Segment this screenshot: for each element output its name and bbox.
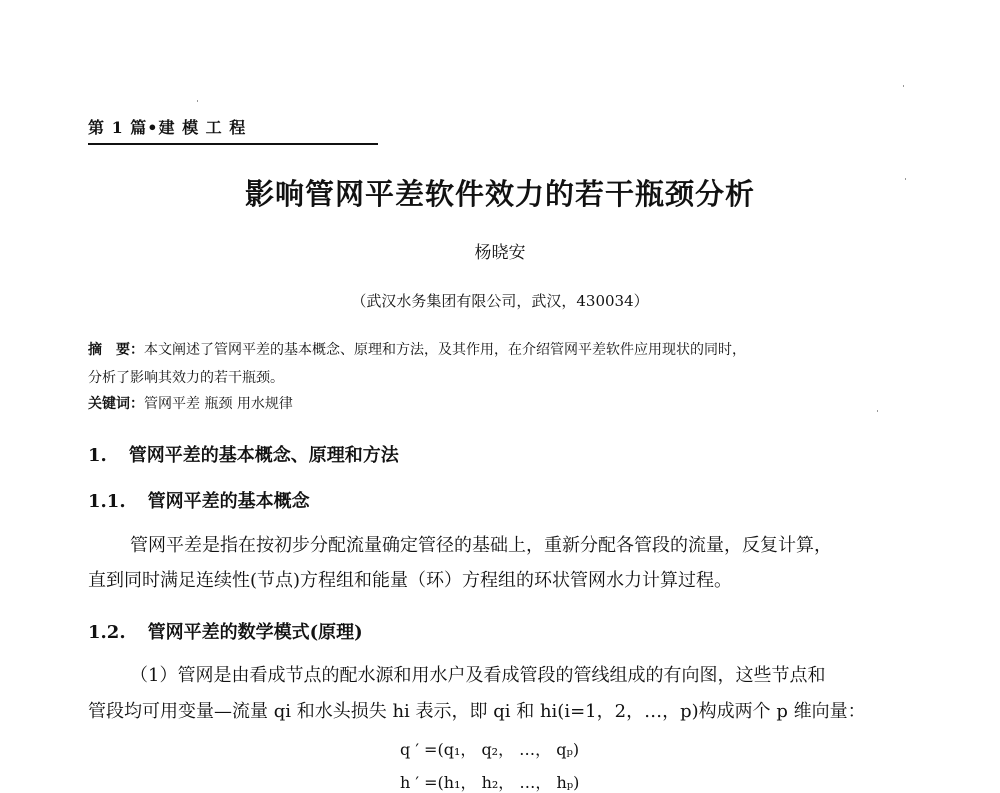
paper-title: 影响管网平差软件效力的若干瓶颈分析 — [244, 177, 755, 211]
section-1-1-heading — [88, 487, 310, 513]
scan-speck — [903, 85, 904, 87]
abstract-line-2: 分析了影响其效力的若干瓶颈。 — [88, 370, 284, 386]
scan-speck — [877, 410, 878, 412]
keywords-label: 关键词： — [88, 396, 144, 412]
paragraph-1-line-1: 管网平差是指在按初步分配流量确定管径的基础上，重新分配各管段的流量，反复计算， — [130, 535, 832, 556]
abstract-text-1: 本文阐述了管网平差的基本概念、原理和方法，及其作用，在介绍管网平差软件应用现状的同时， — [144, 342, 746, 358]
section-1-1-title: 管网平差的基本概念 — [147, 491, 310, 512]
equation-h-vector: h ′ =(h₁， h₂， …， hₚ) — [400, 773, 580, 792]
section-1-title: 管网平差的基本概念、原理和方法 — [128, 445, 399, 466]
equation-q-vector: q ′ =(q₁， q₂， …， qₚ) — [400, 740, 580, 759]
keywords-line — [88, 393, 293, 413]
affiliation: （武汉水务集团有限公司，武汉，430034） — [351, 292, 649, 310]
section-1-number: 1. — [88, 445, 107, 466]
header-rule — [88, 143, 378, 145]
section-1-1-number: 1.1. — [88, 491, 126, 512]
author-name: 杨晓安 — [474, 243, 526, 263]
paragraph-2-line-2: 管段均可用变量—流量 qi 和水头损失 hi 表示，即 qi 和 hi(i=1，2，…，p)构成两个 p 维向量： — [88, 701, 866, 722]
paragraph-1-line-2: 直到同时满足连续性(节点)方程组和能量（环）方程组的环状管网水力计算过程。 — [88, 570, 733, 591]
abstract-label: 摘 要： — [88, 342, 144, 358]
scan-speck — [197, 100, 198, 102]
scan-speck — [905, 178, 906, 180]
keywords-text: 管网平差 瓶颈 用水规律 — [144, 396, 293, 412]
section-1-2-number: 1.2. — [88, 622, 126, 643]
series-header: 第 1 篇•建 模 工 程 — [88, 118, 247, 137]
section-1-heading — [88, 441, 399, 467]
section-1-2-title: 管网平差的数学模式(原理) — [147, 622, 363, 643]
section-1-2-heading — [88, 618, 363, 644]
paragraph-2-line-1: （1）管网是由看成节点的配水源和用水户及看成管段的管线组成的有向图，这些节点和 — [130, 665, 826, 686]
abstract-line-1 — [88, 339, 746, 359]
